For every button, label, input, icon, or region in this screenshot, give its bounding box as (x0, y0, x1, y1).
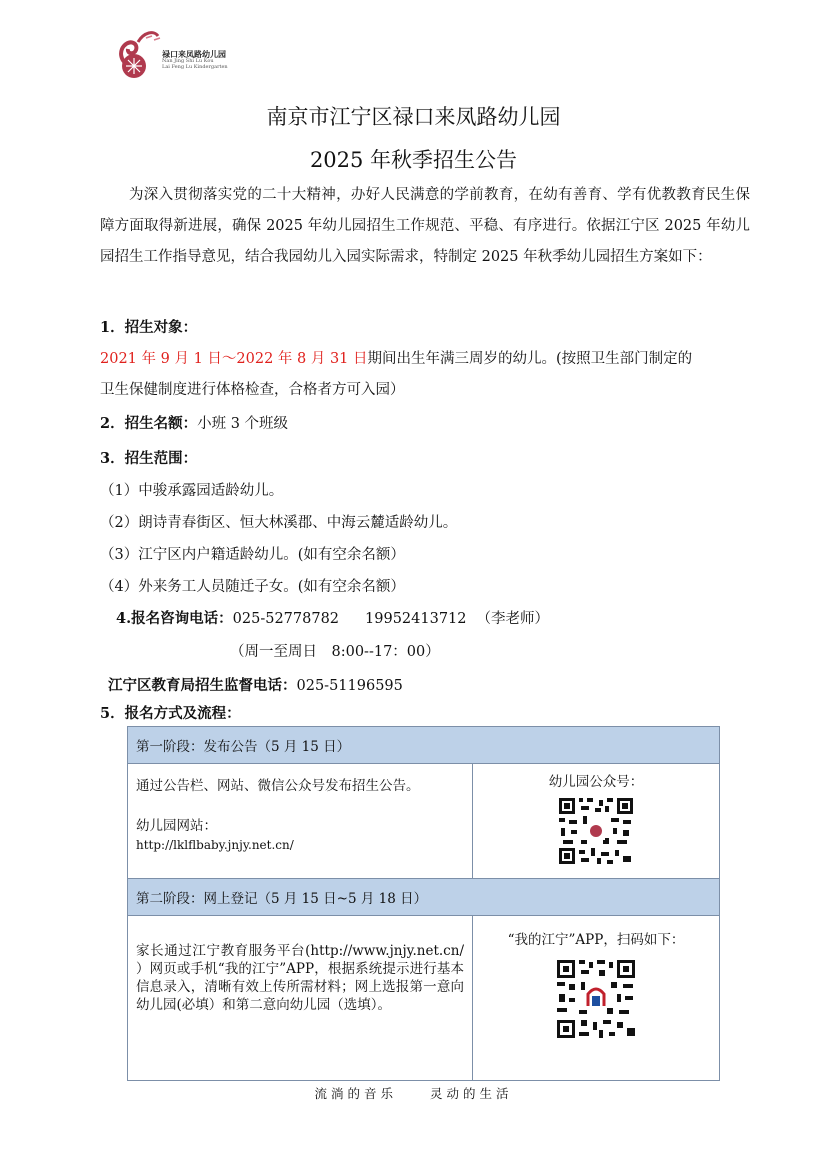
logo-name-cn: 禄口来凤路幼儿园 (162, 49, 226, 59)
site-url[interactable]: http://lklflbaby.jnjy.net.cn/ (136, 838, 294, 852)
section2-heading: 2．招生名额： (100, 415, 198, 432)
section4-heading: 4.报名咨询电话： (116, 610, 233, 627)
section1-heading: 1．招生对象： (100, 319, 198, 336)
logo-name-en-2: Lai Feng Lu Kindergarten (162, 63, 228, 70)
section2-value: 小班 3 个班级 (197, 416, 289, 432)
stage1-desc: 通过公告栏、网站、微信公众号发布招生公告。 (136, 778, 420, 794)
stage1-qr-label: 幼儿园公众号： (548, 774, 644, 790)
stage2-qr-cell (473, 916, 720, 1081)
stage1-header-row (128, 727, 720, 764)
stage1-qr-cell (473, 764, 720, 879)
consult-hours: （周一至周日 8:00--17：00） (230, 644, 440, 660)
supervision-line (108, 674, 403, 695)
phone-2: 19952413712 (365, 611, 467, 627)
stage2-content-row (128, 916, 720, 1081)
section3-heading: 3．招生范围： (100, 450, 198, 467)
contact-person: （李老师） (476, 611, 550, 627)
stage1-content-row (128, 764, 720, 879)
stage2-desc: 家长通过江宁教育服务平台(http://www.jnjy.net.cn/ ）网页或手机“我的江宁”APP，根据系统提示进行基本信息录入，清晰有效上传所需材料；网上选报第一意向幼儿园(必填）和第二意向幼儿园（选填）。 (136, 943, 464, 1013)
stage2-title: 第二阶段：网上登记（5 月 15 日~5 月 18 日） (128, 879, 720, 916)
page-subtitle: 2025 年秋季招生公告 (309, 148, 518, 172)
intro-text: 为深入贯彻落实党的二十大精神，办好人民满意的学前教育，在幼有善育、学有优教教育民生保障方面取得新进展，确保 2025 年幼儿园招生工作规范、平稳、有序进行。依据江宁区 2025 年幼儿园招生工作指导意见，结合我园幼儿入园实际需求，特制定 2025 年秋季幼儿园招生方案如下： (100, 187, 750, 266)
section5-heading: 5．报名方式及流程： (100, 705, 241, 722)
range-item-2: （2）朗诗青春街区、恒大林溪郡、中海云麓适龄幼儿。 (100, 515, 458, 531)
stage2-header-row (128, 879, 720, 916)
section1-text-a: 期间出生年满三周岁的幼儿。(按照卫生部门制定的 (367, 351, 693, 367)
supervision-label: 江宁区教育局招生监督电话： (108, 677, 297, 694)
registration-process-table (127, 726, 720, 1081)
supervision-phone: 025-51196595 (296, 678, 403, 694)
intro-paragraph (100, 180, 750, 274)
page-title: 南京市江宁区禄口来凤路幼儿园 (266, 105, 561, 129)
footer-slogan: 流淌的音乐 灵动的生活 (314, 1086, 513, 1101)
app-qr-code-icon[interactable] (555, 958, 637, 1040)
stage1-title: 第一阶段：发布公告（5 月 15 日） (128, 727, 720, 764)
section1-text-b: 卫生保健制度进行体格检查，合格者方可入园） (100, 382, 405, 398)
section4-line (116, 607, 549, 628)
range-item-4: （4）外来务工人员随迁子女。(如有空余名额） (100, 579, 405, 595)
stage1-desc-cell (128, 764, 473, 879)
logo-name-en-1: Nan Jing Shi Lu Kou (162, 58, 214, 65)
wechat-qr-code-icon[interactable] (557, 796, 635, 866)
stage2-qr-label: “我的江宁”APP，扫码如下： (507, 932, 685, 948)
phone-1: 025-52778782 (232, 611, 340, 627)
range-item-3: （3）江宁区内户籍适龄幼儿。(如有空余名额） (100, 547, 405, 563)
section1-line1 (100, 347, 692, 368)
site-label: 幼儿园网站： (136, 818, 217, 834)
enrollment-date-range: 2021 年 9 月 1 日～2022 年 8 月 31 日 (100, 351, 368, 367)
stage2-desc-cell (128, 916, 473, 1081)
range-item-1: （1）中骏承露园适龄幼儿。 (100, 483, 284, 499)
section2-line (100, 412, 288, 433)
